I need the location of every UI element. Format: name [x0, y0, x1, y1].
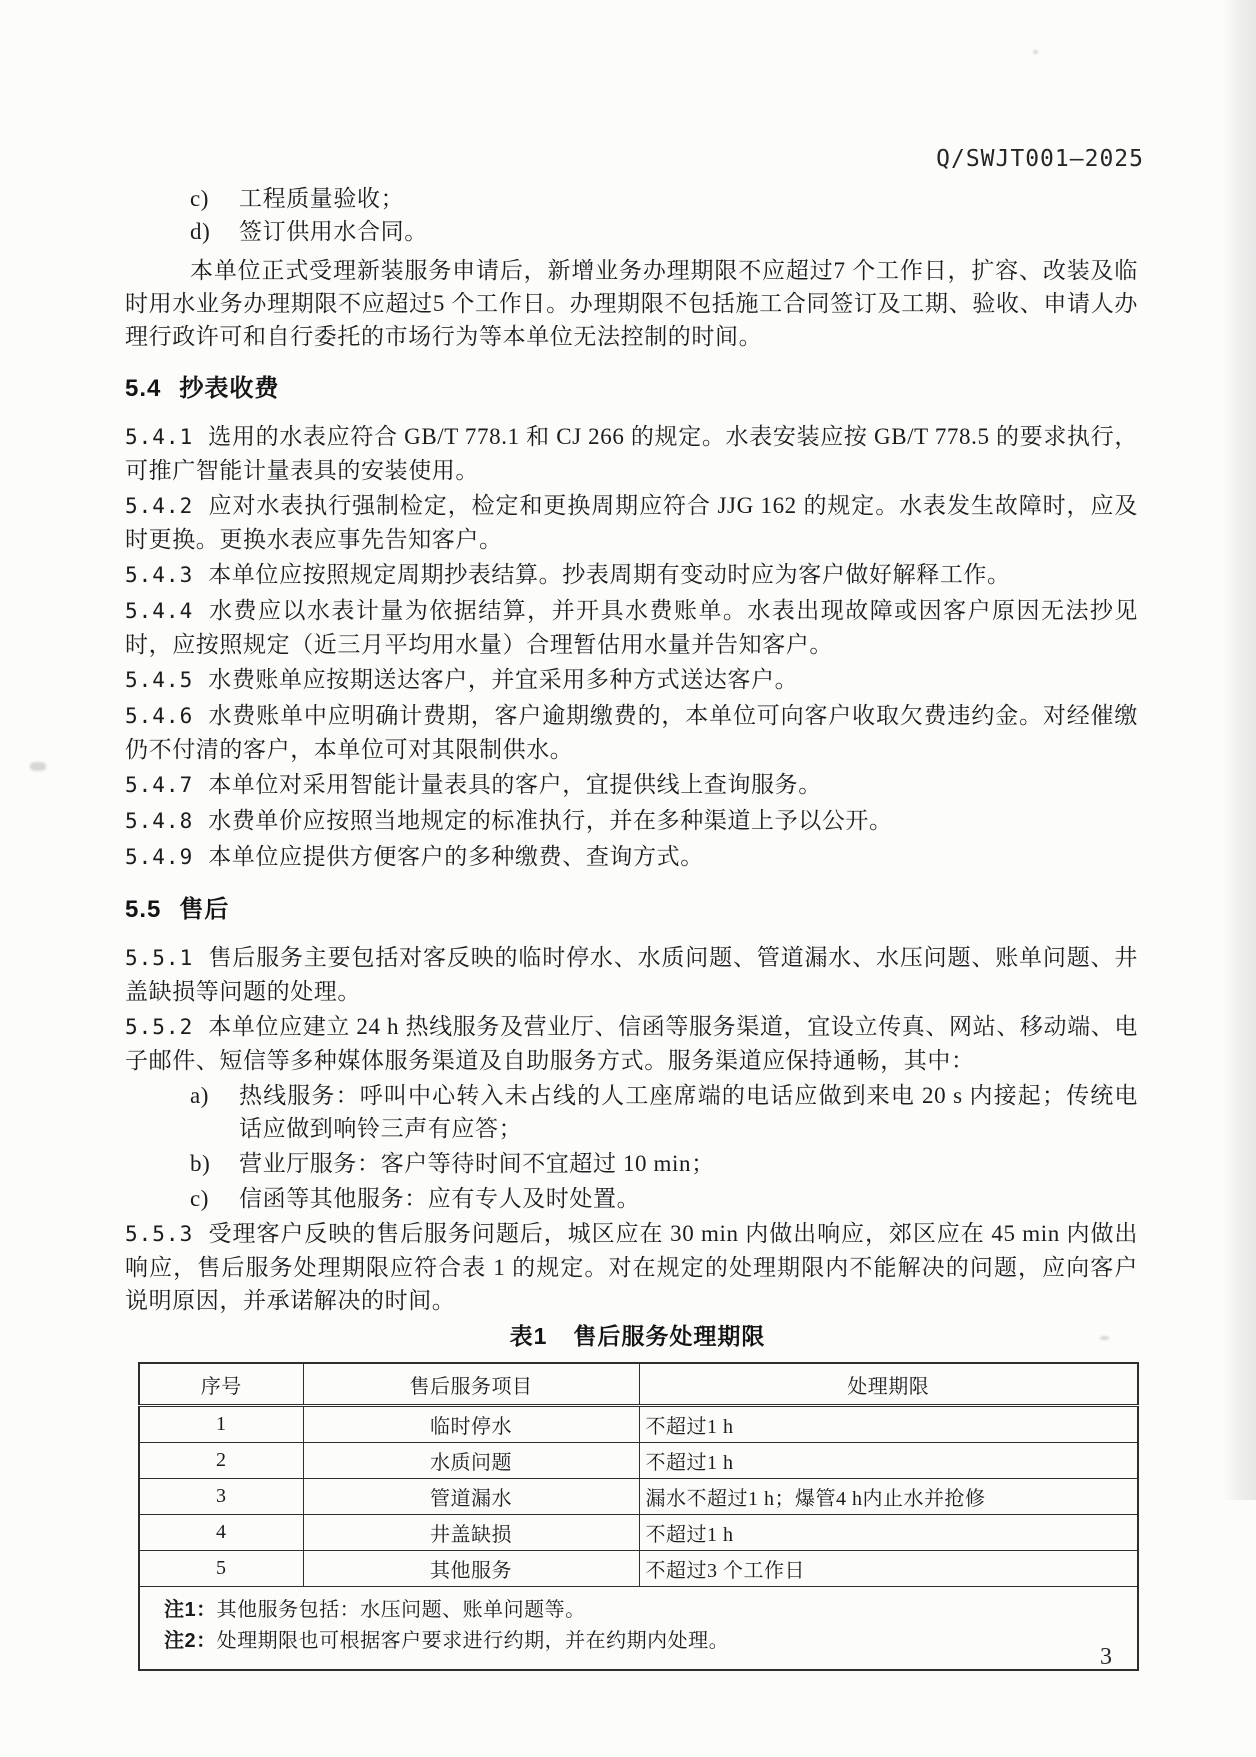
cell-item: 管道漏水	[303, 1479, 639, 1515]
clause-5-4-9	[125, 840, 1138, 874]
clause-5-4-2	[125, 489, 1138, 556]
section-heading-5-4	[125, 374, 1138, 404]
table1-caption-label: 表1	[509, 1323, 548, 1349]
clause-5-4-1	[125, 420, 1138, 487]
list-item-c2	[190, 1182, 1138, 1215]
standard-number-header: Q/SWJT001—2025	[936, 146, 1144, 172]
list-marker: a)	[190, 1083, 210, 1108]
note-label: 注1：	[164, 1599, 217, 1621]
clause-number: 5.4.4	[125, 599, 194, 623]
cell-limit: 不超过1 h	[639, 1515, 1138, 1551]
cell-no: 2	[139, 1443, 303, 1479]
clause-5-5-2	[125, 1010, 1138, 1077]
list-item-text: 工程质量验收；	[239, 186, 405, 211]
clause-5-4-7	[125, 768, 1138, 802]
list-item-d	[190, 215, 1138, 248]
list-marker: c)	[190, 1186, 210, 1211]
list-item-a	[190, 1079, 1138, 1145]
col-header-limit: 处理期限	[639, 1363, 1138, 1406]
clause-number: 5.4.1	[125, 425, 194, 449]
scan-smudge	[30, 762, 46, 771]
table-row	[139, 1443, 1138, 1479]
clause-number: 5.5.1	[125, 946, 194, 970]
table-row	[139, 1515, 1138, 1551]
document-body	[125, 182, 1138, 1319]
section-number: 5.5	[125, 896, 162, 923]
clause-number: 5.4.6	[125, 704, 194, 728]
cell-no: 4	[139, 1515, 303, 1551]
note-label: 注2：	[164, 1630, 217, 1652]
col-header-item: 售后服务项目	[303, 1363, 639, 1406]
service-channel-list	[125, 1079, 1138, 1215]
clause-text: 本单位应按照规定周期抄表结算。抄表周期有变动时应为客户做好解释工作。	[208, 562, 1011, 587]
clause-number: 5.4.2	[125, 494, 194, 518]
cell-item: 临时停水	[303, 1406, 639, 1443]
table1-caption-title: 售后服务处理期限	[573, 1323, 766, 1349]
cell-item: 井盖缺损	[303, 1515, 639, 1551]
table-row	[139, 1551, 1138, 1587]
table1-caption	[138, 1318, 1137, 1351]
list-item-b	[190, 1147, 1138, 1180]
scan-edge-shadow	[1222, 0, 1256, 1500]
cell-no: 5	[139, 1551, 303, 1587]
clause-text: 水费账单应按期送达客户，并宜采用多种方式送达客户。	[208, 667, 799, 692]
clause-number: 5.5.3	[125, 1222, 194, 1246]
table-row	[139, 1406, 1138, 1443]
table-note-1	[164, 1595, 1127, 1626]
table-notes-row	[139, 1587, 1138, 1671]
clause-5-4-4	[125, 594, 1138, 661]
clause-text: 选用的水表应符合 GB/T 778.1 和 CJ 266 的规定。水表安装应按 GB/T 778.5 的要求执行，可推广智能计量表具的安装使用。	[125, 424, 1138, 483]
list-marker: b)	[190, 1151, 211, 1176]
clause-5-4-8	[125, 804, 1138, 838]
clause-text: 本单位应提供方便客户的多种缴费、查询方式。	[208, 844, 704, 869]
cell-item: 其他服务	[303, 1551, 639, 1587]
clause-number: 5.4.9	[125, 845, 194, 869]
list-item-text: 签订供用水合同。	[239, 219, 428, 244]
table-notes-cell	[139, 1587, 1138, 1671]
clause-number: 5.5.2	[125, 1015, 194, 1039]
table-note-2	[164, 1626, 1127, 1657]
cell-limit: 漏水不超过1 h；爆管4 h内止水并抢修	[639, 1479, 1138, 1515]
clause-text: 本单位对采用智能计量表具的客户，宜提供线上查询服务。	[208, 772, 822, 797]
clause-number: 5.4.7	[125, 773, 194, 797]
clause-number: 5.4.8	[125, 809, 194, 833]
table-row	[139, 1479, 1138, 1515]
list-item-text: 热线服务：呼叫中心转入未占线的人工座席端的电话应做到来电 20 s 内接起；传统电话应做到响铃三声有应答；	[239, 1083, 1138, 1141]
section-title: 售后	[179, 896, 230, 923]
clause-text: 受理客户反映的售后服务问题后，城区应在 30 min 内做出响应，郊区应在 45 min 内做出响应，售后服务处理期限应符合表 1 的规定。对在规定的处理期限内不能解决的问题，应向客户说明原因，并承诺解决的时间。	[125, 1221, 1138, 1313]
clause-5-4-5	[125, 663, 1138, 697]
scan-speck	[1033, 50, 1038, 54]
cell-limit: 不超过1 h	[639, 1406, 1138, 1443]
intro-paragraph: 本单位正式受理新装服务申请后，新增业务办理期限不应超过7 个工作日，扩容、改装及临时用水业务办理期限不应超过5 个工作日。办理期限不包括施工合同签订及工期、验收、申请人办理行政许可和自行委托的市场行为等本单位无法控制的时间。	[125, 258, 1138, 349]
cell-item: 水质问题	[303, 1443, 639, 1479]
clause-text: 应对水表执行强制检定，检定和更换周期应符合 JJG 162 的规定。水表发生故障时，应及时更换。更换水表应事先告知客户。	[125, 493, 1138, 552]
clause-text: 水费应以水表计量为依据结算，并开具水费账单。水表出现故障或因客户原因无法抄见时，应按照规定（近三月平均用水量）合理暂估用水量并告知客户。	[125, 598, 1138, 657]
list-item-c	[190, 182, 1138, 215]
clause-text: 水费账单中应明确计费期，客户逾期缴费的，本单位可向客户收取欠费违约金。对经催缴仍不付清的客户，本单位可对其限制供水。	[125, 703, 1138, 762]
clause-number: 5.4.5	[125, 668, 194, 692]
cell-limit: 不超过1 h	[639, 1443, 1138, 1479]
list-marker: d)	[190, 219, 211, 244]
clause-text: 售后服务主要包括对客反映的临时停水、水质问题、管道漏水、水压问题、账单问题、井盖缺损等问题的处理。	[125, 945, 1138, 1004]
clause-5-4-3	[125, 558, 1138, 592]
note-text: 其他服务包括：水压问题、账单问题等。	[216, 1599, 586, 1621]
section-title: 抄表收费	[179, 375, 280, 402]
section-number: 5.4	[125, 375, 162, 402]
clause-5-5-3	[125, 1217, 1138, 1317]
after-sales-table	[138, 1362, 1139, 1671]
cell-limit: 不超过3 个工作日	[639, 1551, 1138, 1587]
cell-no: 1	[139, 1406, 303, 1443]
clause-text: 本单位应建立 24 h 热线服务及营业厅、信函等服务渠道，宜设立传真、网站、移动端、电子邮件、短信等多种媒体服务渠道及自助服务方式。服务渠道应保持通畅，其中：	[125, 1014, 1138, 1073]
table-header-row	[139, 1363, 1138, 1406]
list-marker: c)	[190, 186, 210, 211]
clause-5-4-6	[125, 699, 1138, 766]
clause-number: 5.4.3	[125, 563, 194, 587]
note-text: 处理期限也可根据客户要求进行约期，并在约期内处理。	[216, 1630, 730, 1652]
cell-no: 3	[139, 1479, 303, 1515]
clause-5-5-1	[125, 941, 1138, 1008]
list-item-text: 营业厅服务：客户等待时间不宜超过 10 min；	[239, 1151, 715, 1176]
col-header-no: 序号	[139, 1363, 303, 1406]
list-item-text: 信函等其他服务：应有专人及时处置。	[239, 1186, 641, 1211]
clause-text: 水费单价应按照当地规定的标准执行，并在多种渠道上予以公开。	[208, 808, 893, 833]
page-number: 3	[1100, 1644, 1112, 1670]
section-heading-5-5	[125, 895, 1138, 925]
